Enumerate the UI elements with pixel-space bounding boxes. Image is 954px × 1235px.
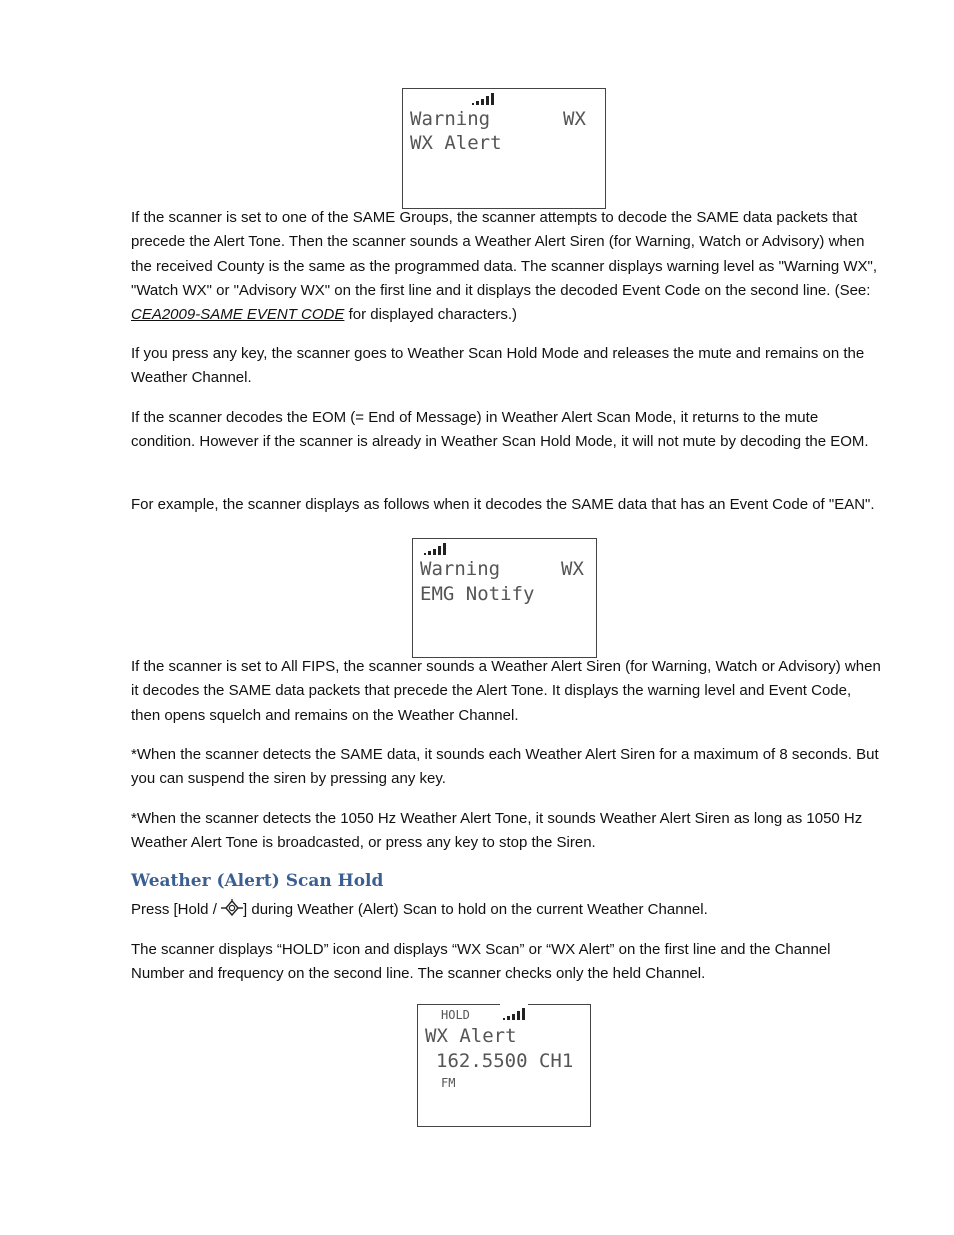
lcd-line-1-right: WX <box>563 108 586 130</box>
paragraph-eom: If the scanner decodes the EOM (= End of Message) in Weather Alert Scan Mode, it returns to the mute condition. However if the scanner is already in Weather Scan Hold Mode, it will not mute by decoding the EOM. <box>131 409 869 451</box>
lcd-line-1-right: WX <box>561 558 584 580</box>
lcd-line-1-left: Warning <box>410 108 491 130</box>
hold-indicator: HOLD <box>441 1008 470 1022</box>
cea2009-event-code-link[interactable]: CEA2009-SAME EVENT CODE <box>131 306 345 324</box>
lcd-display-warning-wx-alert <box>402 88 606 209</box>
paragraph-hold-display: The scanner displays “HOLD” icon and displays “WX Scan” or “WX Alert” on the first line and the Channel Number and frequency on the second line. The scanner checks only the held Channel. <box>131 941 831 983</box>
paragraph-press-hold <box>131 898 881 925</box>
lcd-display-warning-emg-notify <box>412 538 597 658</box>
lcd-display-wx-hold <box>417 1004 591 1127</box>
paragraph-example: For example, the scanner displays as follows when it decodes the SAME data that has an Event Code of "EAN". <box>131 496 875 513</box>
lcd-line-1-left: Warning <box>420 558 501 580</box>
paragraph-same-groups <box>131 206 881 327</box>
signal-strength-icon <box>503 1008 525 1021</box>
paragraph-text: Press [Hold / <box>131 901 222 918</box>
paragraph-text: If the scanner is set to one of the SAME Groups, the scanner attempts to decode the SAME data packets that precede the Alert Tone. Then the scanner sounds a Weather Alert Siren (for Warning, Watch or Advisory) when the received County is the same as the programmed data. The scanner displays warning level as "Warning WX", "Watch WX" or "Advisory WX" on the first line and it displays the decoded Event Code on the second line. (See: <box>131 209 878 299</box>
paragraph-same-siren-note: *When the scanner detects the SAME data, it sounds each Weather Alert Siren for a maximum of 8 seconds. But you can suspend the siren by pressing any key. <box>131 746 879 788</box>
modulation-indicator: FM <box>441 1076 456 1090</box>
lcd-line-2: WX Alert <box>410 132 502 154</box>
lcd-line-2-frequency: 162.5500 CH1 <box>436 1050 574 1072</box>
paragraph-all-fips: If the scanner is set to All FIPS, the scanner sounds a Weather Alert Siren (for Warning, Watch or Advisory) when it decodes the SAME data packets that precede the Alert Tone. It displays the warning level and Event Code, then opens squelch and remains on the Weather Channel. <box>131 658 881 724</box>
lcd-line-2: EMG Notify <box>420 583 535 605</box>
hold-dial-icon <box>221 899 243 925</box>
paragraph-text: ] during Weather (Alert) Scan to hold on the current Weather Channel. <box>243 901 708 918</box>
paragraph-1050hz-note: *When the scanner detects the 1050 Hz Weather Alert Tone, it sounds Weather Alert Siren as long as 1050 Hz Weather Alert Tone is broadcasted, or press any key to stop the Siren. <box>131 810 863 852</box>
paragraph-press-any-key: If you press any key, the scanner goes to Weather Scan Hold Mode and releases the mute and remains on the Weather Channel. <box>131 345 865 387</box>
signal-strength-icon <box>472 93 494 106</box>
lcd-line-1: WX Alert <box>425 1025 517 1047</box>
signal-strength-icon <box>424 543 446 556</box>
section-heading: Weather (Alert) Scan Hold <box>131 871 384 891</box>
paragraph-text: for displayed characters.) <box>344 306 517 324</box>
